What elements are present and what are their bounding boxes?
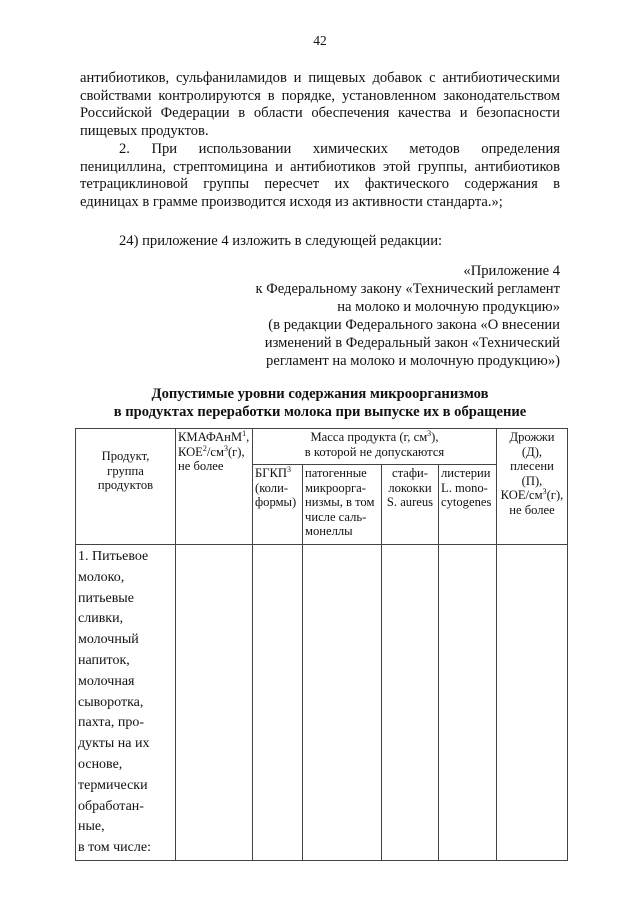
header-text: листерии [441,466,491,480]
header-text: низмы, в том [305,495,375,510]
cell-staphylococci [382,545,439,861]
product-line: молочный [78,632,139,648]
header-yeast-mold [497,429,568,545]
header-text: L. mono- [441,480,488,495]
page-number: 42 [313,33,327,48]
cell-yeast-mold [497,545,568,861]
header-text: формы) [255,495,297,510]
appendix-line: на молоко и молочную продукцию» [337,299,560,315]
appendix-line: «Приложение 4 [463,263,560,279]
product-line: напиток, [78,652,130,668]
header-product [76,429,176,545]
header-pathogens [303,465,382,545]
header-text: КМАФАнМ$^1$, [178,428,250,444]
header-text: (Д), [521,444,543,459]
product-line: сыворотка, [78,694,144,710]
product-line: ные, [78,819,105,835]
appendix-line: к Федеральному закону «Технический регламент [255,281,560,297]
header-bgkp [253,465,303,545]
header-text: группа [107,463,144,478]
header-text: S. aureus [386,495,434,510]
cell-listeria [439,545,497,861]
product-line: обработан- [78,798,144,814]
header-text: cytogenes [441,495,492,510]
table-title-line: Допустимые уровни содержания микроорганизмов [151,386,489,402]
header-text: стафи- [392,466,428,480]
table-title [0,385,640,421]
cell-product [76,545,176,861]
header-kmafanm [176,429,253,545]
header-text: продуктов [97,478,154,493]
header-mass [253,429,497,465]
header-text: микроорга- [305,480,366,495]
product-line: основе, [78,756,123,772]
cell-kmafanm [176,545,253,861]
text-line: антибиотиков, сульфаниламидов и пищевых добавок с антибиотическими [80,70,560,86]
header-text: числе саль- [305,509,367,524]
text-line: пенициллина, стрептомицина и антибиотиков этой группы, антибиотиков [80,158,560,175]
header-text: монеллы [305,524,353,539]
product-line: в том числе: [78,840,151,856]
text-line: свойствами контролируются в порядке, установленном законодательством [80,87,560,104]
header-text: плесени [510,459,554,474]
microorganism-limits-table [75,428,568,861]
header-text: КОЕ/$см^3(г)$, [500,487,564,503]
text-line: 2. При использовании химических методов определения [119,141,560,157]
paragraph-antibiotics-control [80,70,560,140]
header-staphylococci [382,465,439,545]
header-text: (коли- [255,480,289,495]
header-text: $КОЕ^2/см^3(г)$, [178,443,245,459]
appendix-line: (в редакции Федерального закона «О внесении [268,317,560,333]
text-line: тетрациклиновой группы пересчет их фактического содержания в [80,176,560,193]
text-line: единицах в грамме производится исходя из активности стандарта.»; [80,193,503,210]
cell-bgkp [253,545,303,861]
table-header-row [76,429,568,465]
product-line: термически [78,777,148,793]
header-listeria [439,465,497,545]
header-text: в которой не допускаются [304,444,445,459]
header-text: Дрожжи [509,430,555,444]
product-line: молочная [78,673,135,689]
item-24-instruction: 24) приложение 4 изложить в следующей редакции: [119,233,443,249]
appendix-line: изменений в Федеральный закон «Технический [264,335,560,351]
header-text: БГКП$^3$ [255,464,292,480]
paragraph-chemical-methods [80,141,560,211]
appendix-line: регламент на молоко и молочную продукцию») [266,353,560,369]
table-row [76,545,568,861]
header-text: Масса продукта (г, $см^3$), [310,428,439,444]
product-line: молоко, [78,569,125,585]
product-line: питьевые [78,590,134,606]
header-text: не более [178,459,224,474]
header-text: (П), [521,473,543,488]
table-title-line: в продуктах переработки молока при выпуске их в обращение [113,404,527,420]
header-text: патогенные [305,466,367,480]
cell-pathogens [303,545,382,861]
text-line: пищевых продуктов. [80,122,209,139]
header-text: не более [509,502,555,517]
product-line: дукты на их [78,736,150,752]
product-line: сливки, [78,611,124,627]
text-line: Российской Федерации в области обеспечения качества и безопасности [80,105,560,122]
header-text: лококки [388,480,432,495]
product-line: 1. Питьевое [78,549,149,564]
product-line: пахта, про- [78,715,145,731]
header-text: Продукт, [101,449,150,463]
appendix-header [255,262,560,370]
